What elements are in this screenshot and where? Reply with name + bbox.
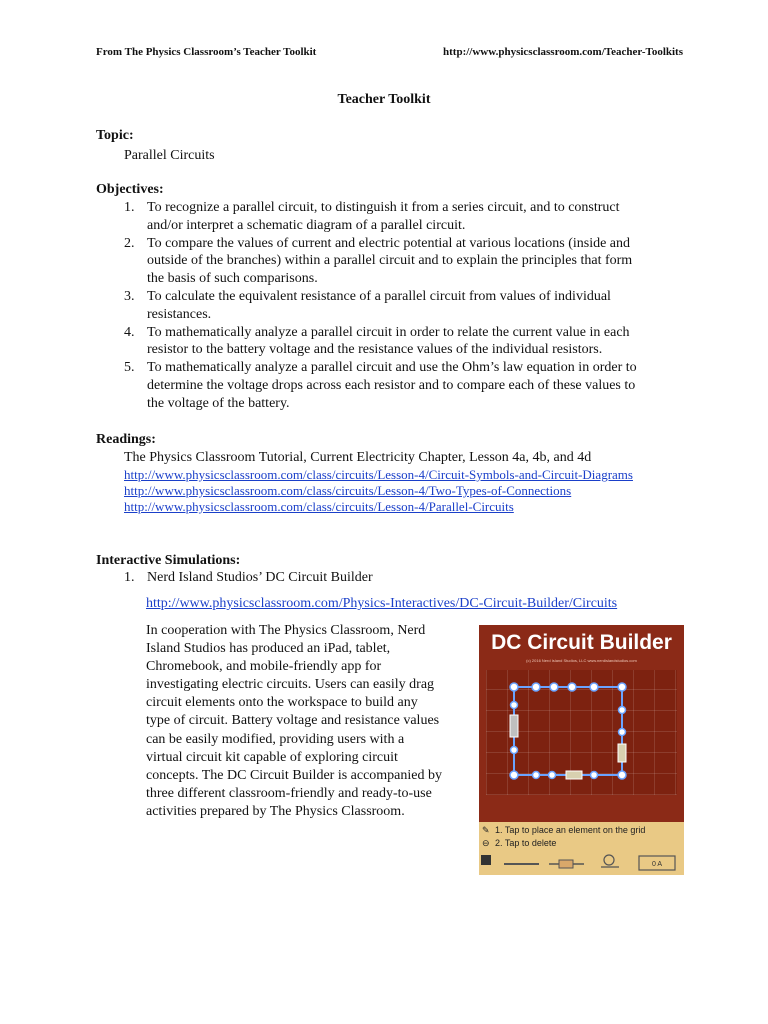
battery-icon	[510, 715, 518, 737]
simulation-link[interactable]: http://www.physicsclassroom.com/Physics-Interactives/DC-Circuit-Builder/Circuits	[146, 596, 618, 611]
topic-text: Parallel Circuits	[124, 148, 215, 163]
objective-number: 5.	[124, 360, 135, 376]
circuit-wires	[514, 687, 622, 775]
objective-line: and/or interpret a schematic diagram of a parallel circuit.	[147, 217, 466, 233]
objective-line: To mathematically analyze a parallel circuit and use the Ohm’s law equation in order to	[147, 360, 637, 376]
page-title: Teacher Toolkit	[337, 92, 431, 107]
instruction-place: 1. Tap to place an element on the grid	[495, 825, 646, 835]
reading-link-circuit-symbols[interactable]: http://www.physicsclassroom.com/class/circuits/Lesson-4/Circuit-Symbols-and-Circuit-Diagrams	[124, 467, 633, 482]
delete-icon: ⊖	[482, 838, 490, 848]
simulations-heading: Interactive Simulations:	[96, 553, 241, 568]
objectives-heading: Objectives:	[96, 182, 164, 197]
topic-heading: Topic:	[96, 128, 134, 143]
description-line: circuit elements onto the workspace to build any	[146, 695, 418, 711]
circuit-diagram	[486, 670, 677, 795]
objective-item	[96, 235, 676, 288]
objective-number: 3.	[124, 288, 135, 304]
reading-link-parallel-circuits[interactable]: http://www.physicsclassroom.com/class/circuits/Lesson-4/Parallel-Circuits	[124, 499, 514, 514]
resistor-icon	[566, 771, 582, 779]
battery-tool-icon	[481, 855, 491, 865]
component-toolbar	[479, 852, 684, 874]
objective-line: resistor to the battery voltage and the resistance values of the individual resistors.	[147, 342, 603, 358]
resistor-body-icon	[559, 860, 573, 868]
simulation-number: 1.	[124, 570, 135, 585]
description-line: In cooperation with The Physics Classroom, Nerd	[146, 623, 426, 638]
objective-line: To mathematically analyze a parallel circuit in order to relate the current value in each	[147, 324, 630, 340]
description-line: Chromebook, and mobile-friendly app for	[146, 659, 382, 675]
readings-heading: Readings:	[96, 432, 156, 447]
objective-line: To compare the values of current and electric potential at various locations (inside and	[147, 235, 631, 251]
description-line: Island Studios has produced an iPad, tablet,	[146, 641, 391, 657]
app-copyright: (c) 2016 Nerd Island Studios, LLC www.nerdislandstudios.com	[526, 658, 637, 663]
dc-circuit-builder-screenshot	[479, 625, 684, 875]
simulation-description	[146, 622, 471, 821]
header-source: From The Physics Classroom’s Teacher Toolkit	[96, 46, 317, 58]
objective-line: To calculate the equivalent resistance of a parallel circuit from values of individual	[147, 288, 611, 304]
objective-number: 1.	[124, 200, 135, 215]
objective-item	[96, 199, 676, 235]
objective-line: the basis of such comparisons.	[147, 271, 318, 287]
app-instructions-panel	[479, 822, 684, 875]
circuit-nodes	[510, 683, 626, 779]
objective-line: determine the voltage drops across each resistor and to compare each of these values to	[147, 377, 636, 393]
readings-links	[124, 467, 633, 515]
objective-item	[96, 359, 676, 412]
simulation-link-wrap	[146, 596, 617, 612]
objective-line: resistances.	[147, 306, 212, 322]
instruction-delete: 2. Tap to delete	[495, 838, 557, 848]
objective-line: the voltage of the battery.	[147, 395, 290, 411]
description-line: can be easily modified, providing users with a	[146, 731, 405, 747]
pencil-icon: ✎	[482, 825, 490, 835]
bulb-tool-icon	[604, 855, 614, 865]
objective-line: To recognize a parallel circuit, to distinguish it from a series circuit, and to construct	[147, 200, 620, 215]
reading-link-two-types[interactable]: http://www.physicsclassroom.com/class/circuits/Lesson-4/Two-Types-of-Connections	[124, 483, 572, 498]
description-line: investigating electric circuits. Users can easily drag	[146, 677, 435, 693]
objective-item	[96, 288, 676, 324]
description-line: virtual circuit kit capable of exploring circuit	[146, 749, 398, 765]
objective-number: 4.	[124, 324, 135, 340]
app-title: DC Circuit Builder	[491, 631, 672, 654]
description-line: type of circuit. Battery voltage and resistance values	[146, 713, 440, 729]
objective-line: outside of the branches) within a parallel circuit and to explain the principles that form	[147, 253, 633, 269]
description-line: activities prepared by The Physics Classroom.	[146, 803, 405, 819]
header-url: http://www.physicsclassroom.com/Teacher-Toolkits	[443, 46, 683, 58]
objectives-list	[96, 199, 676, 413]
objective-number: 2.	[124, 235, 135, 251]
readings-intro: The Physics Classroom Tutorial, Current Electricity Chapter, Lesson 4a, 4b, and 4d	[124, 450, 592, 465]
meter-readout: 0 A	[651, 861, 663, 868]
description-line: three different classroom-friendly and ready-to-use	[146, 785, 432, 801]
description-line: concepts. The DC Circuit Builder is accompanied by	[146, 767, 443, 783]
simulation-item	[124, 570, 373, 586]
circuit-grid	[486, 670, 677, 795]
objective-item	[96, 324, 676, 360]
simulation-title: Nerd Island Studios’ DC Circuit Builder	[147, 570, 373, 585]
resistor-icon	[618, 744, 626, 762]
